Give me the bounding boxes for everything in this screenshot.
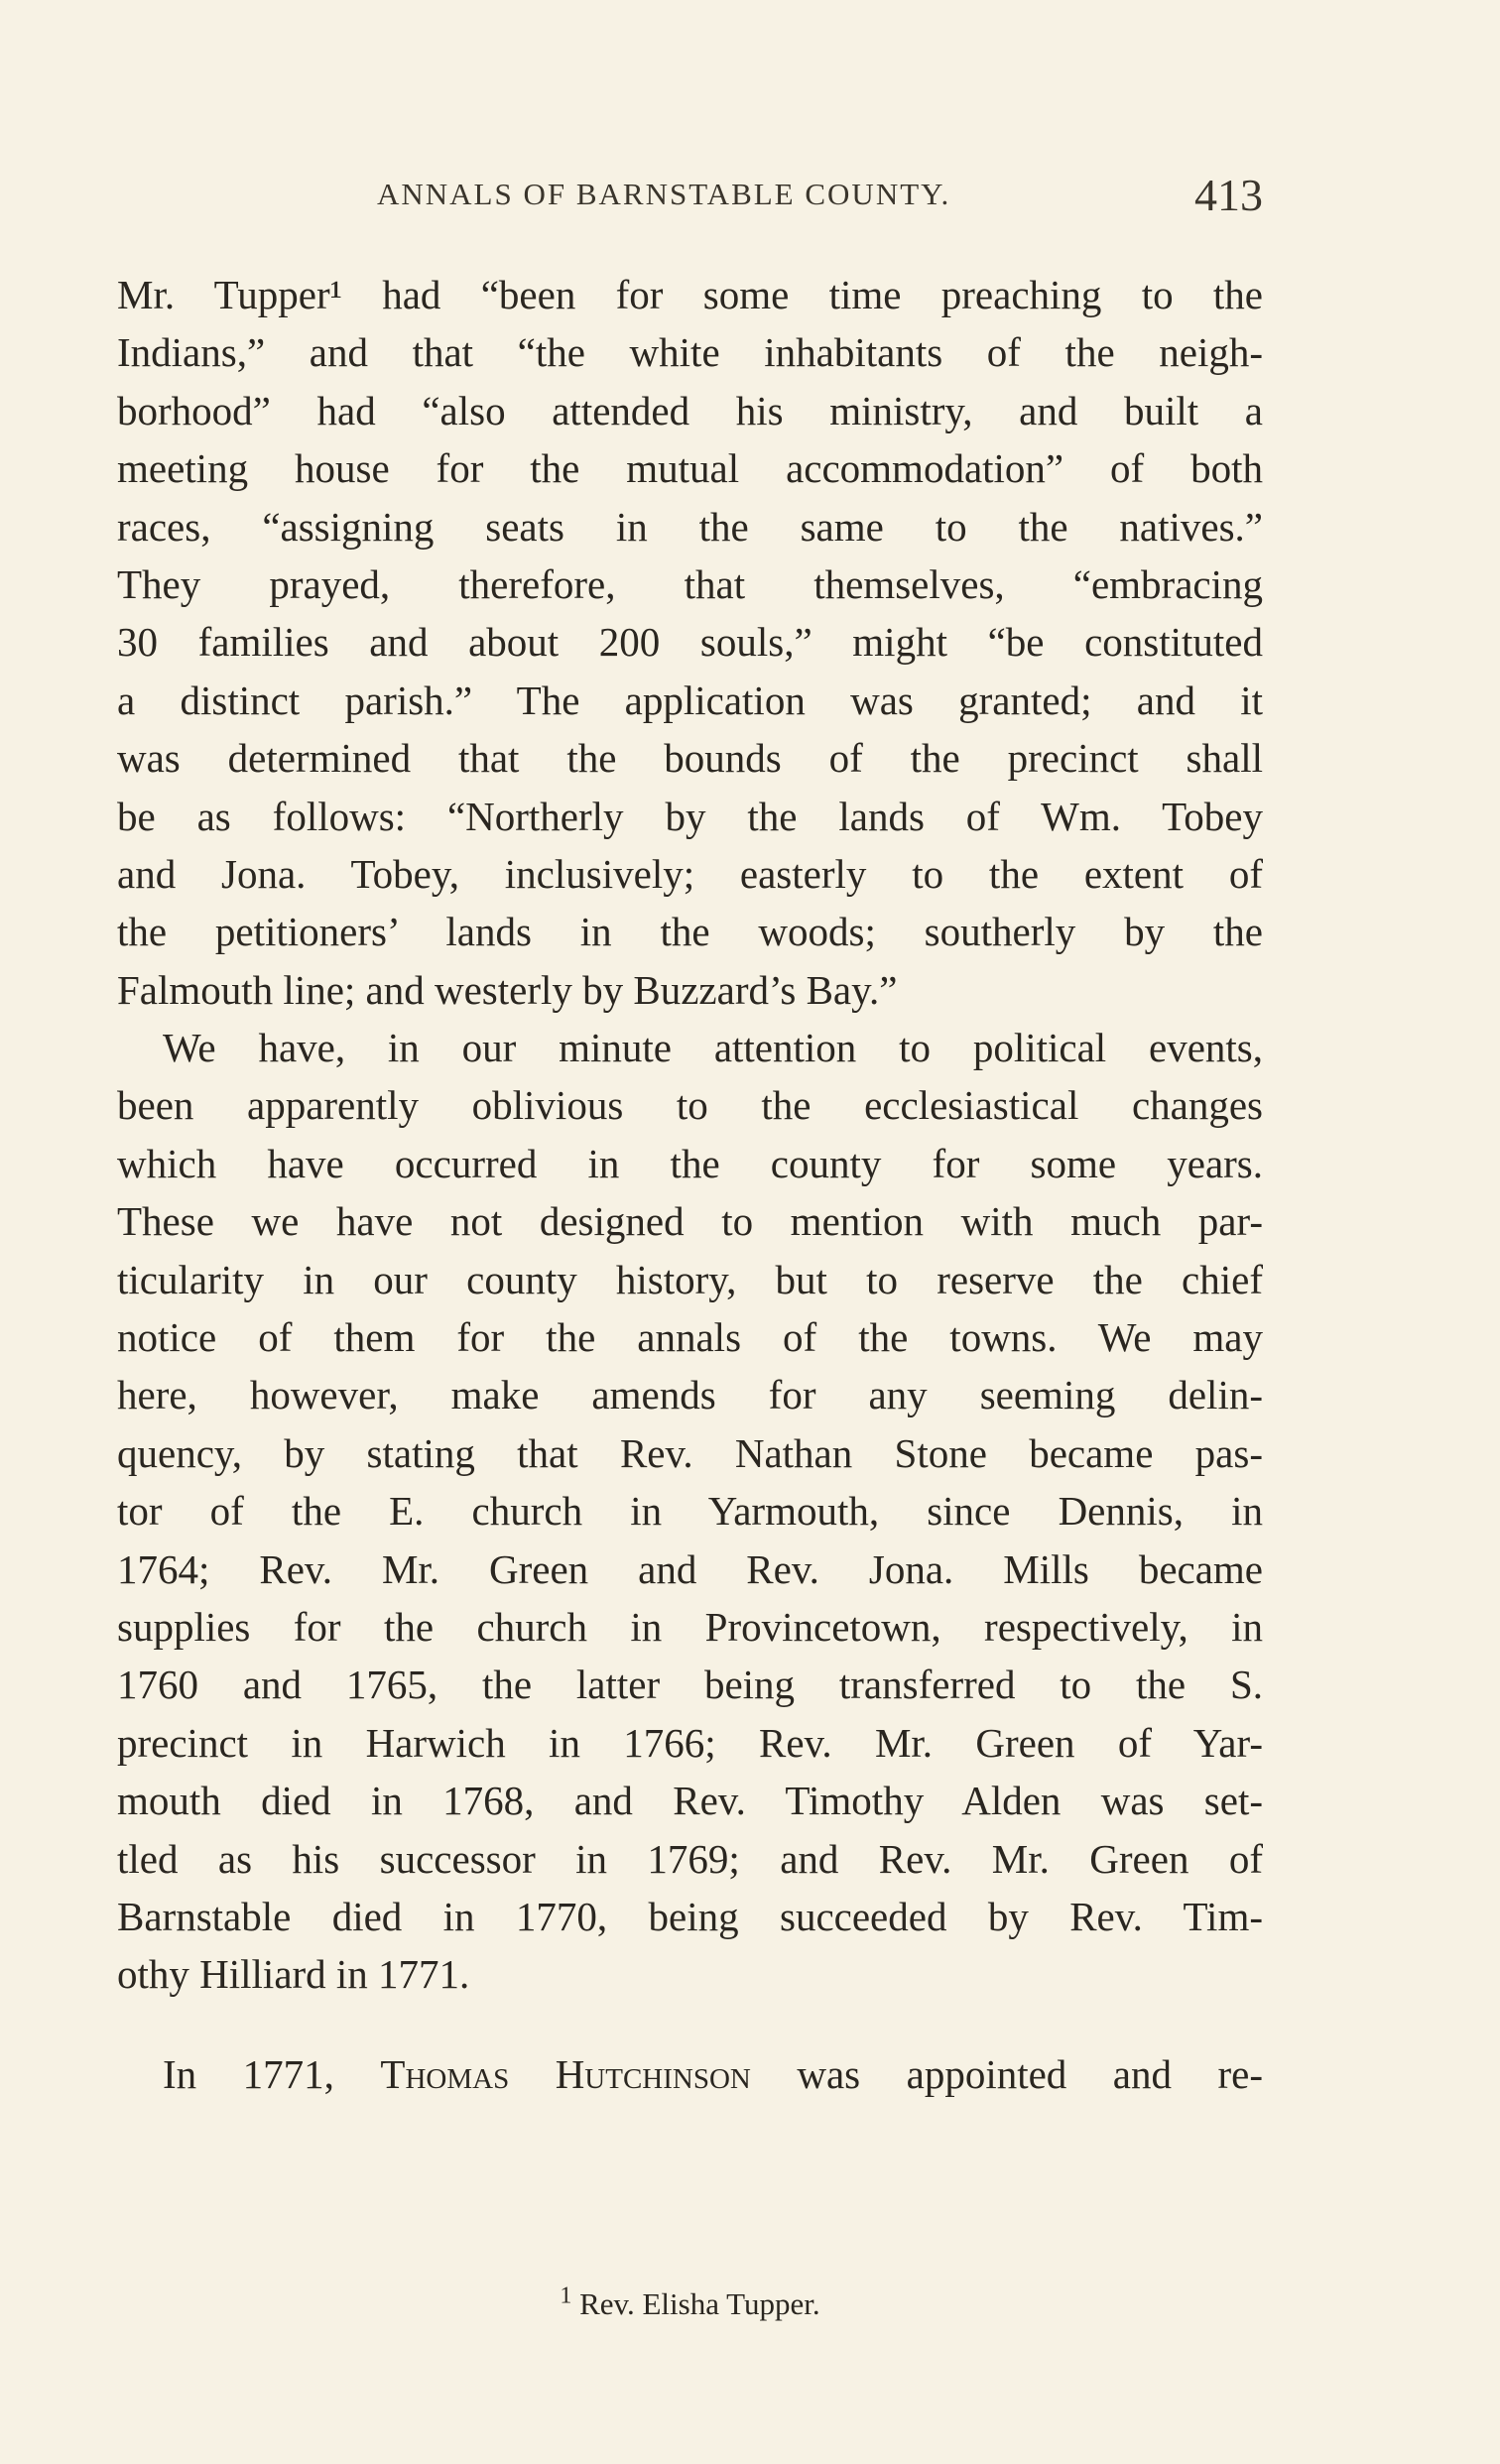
text-line: Falmouth line; and westerly by Buzzard’s Bay.” bbox=[117, 966, 898, 1013]
text-line: othy Hilliard in 1771. bbox=[117, 1951, 470, 1998]
text-line: been apparently oblivious to the ecclesiastical changes bbox=[117, 1082, 1263, 1129]
paragraph-3-suffix: was appointed and re- bbox=[750, 2050, 1263, 2097]
person-name: Thomas Hutchinson bbox=[380, 2050, 751, 2097]
text-line: supplies for the church in Provincetown, respectively, in bbox=[117, 1603, 1263, 1650]
text-line: meeting house for the mutual accommodation” of both bbox=[117, 445, 1263, 492]
text-line: Mr. Tupper¹ had “been for some time preaching to the bbox=[117, 272, 1263, 317]
text-line: precinct in Harwich in 1766; Rev. Mr. Green of Yar- bbox=[117, 1719, 1263, 1766]
text-line: here, however, make amends for any seeming delin- bbox=[117, 1372, 1263, 1418]
text-line: Indians,” and that “the white inhabitants of the neigh- bbox=[117, 329, 1263, 376]
running-title: ANNALS OF BARNSTABLE COUNTY. bbox=[377, 177, 951, 211]
body-text bbox=[117, 266, 1263, 2103]
running-head bbox=[117, 169, 1263, 228]
text-line: tled as his successor in 1769; and Rev. Mr. Green of bbox=[117, 1835, 1263, 1882]
text-line: ticularity in our county history, but to reserve the chief bbox=[117, 1256, 1263, 1302]
text-line: which have occurred in the county for some years. bbox=[117, 1140, 1263, 1186]
text-line: mouth died in 1768, and Rev. Timothy Alden was set- bbox=[117, 1778, 1263, 1824]
paragraph-1 bbox=[117, 266, 1263, 1019]
text-line: quency, by stating that Rev. Nathan Stone became pas- bbox=[117, 1429, 1263, 1476]
text-line: 30 families and about 200 souls,” might “be constituted bbox=[117, 619, 1263, 666]
text-line: Barnstable died in 1770, being succeeded by Rev. Tim- bbox=[117, 1893, 1263, 1939]
paragraph-2 bbox=[117, 1019, 1263, 2004]
text-line: be as follows: “Northerly by the lands of Wm. Tobey bbox=[117, 793, 1263, 839]
text-line: borhood” had “also attended his ministry, and built a bbox=[117, 387, 1263, 433]
text-line: These we have not designed to mention with much par- bbox=[117, 1198, 1263, 1245]
text-line bbox=[117, 2045, 1263, 2103]
text-line: was determined that the bounds of the precinct shall bbox=[117, 735, 1263, 782]
paragraph-gap bbox=[117, 2004, 1263, 2045]
footnote bbox=[117, 2282, 1263, 2322]
text-line: notice of them for the annals of the towns. We may bbox=[117, 1314, 1263, 1361]
text-line: They prayed, therefore, that themselves, “embracing bbox=[117, 560, 1263, 607]
paragraph-3 bbox=[117, 2045, 1263, 2103]
text-line: 1764; Rev. Mr. Green and Rev. Jona. Mills became bbox=[117, 1545, 1263, 1592]
footnote-marker: 1 bbox=[560, 2282, 572, 2309]
text-line: We have, in our minute attention to political events, bbox=[163, 1025, 1263, 1071]
footnote-text: Rev. Elisha Tupper. bbox=[571, 2286, 820, 2321]
page-number: 413 bbox=[1194, 170, 1263, 220]
text-line: the petitioners’ lands in the woods; southerly by the bbox=[117, 909, 1263, 955]
text-line: races, “assigning seats in the same to the natives.” bbox=[117, 503, 1263, 550]
text-line: tor of the E. church in Yarmouth, since Dennis, in bbox=[117, 1488, 1263, 1535]
text-line: and Jona. Tobey, inclusively; easterly to the extent of bbox=[117, 850, 1263, 897]
paragraph-3-prefix: In 1771, bbox=[163, 2050, 381, 2097]
text-line: 1760 and 1765, the latter being transferred to the S. bbox=[117, 1662, 1263, 1708]
text-line: a distinct parish.” The application was granted; and it bbox=[117, 677, 1263, 723]
